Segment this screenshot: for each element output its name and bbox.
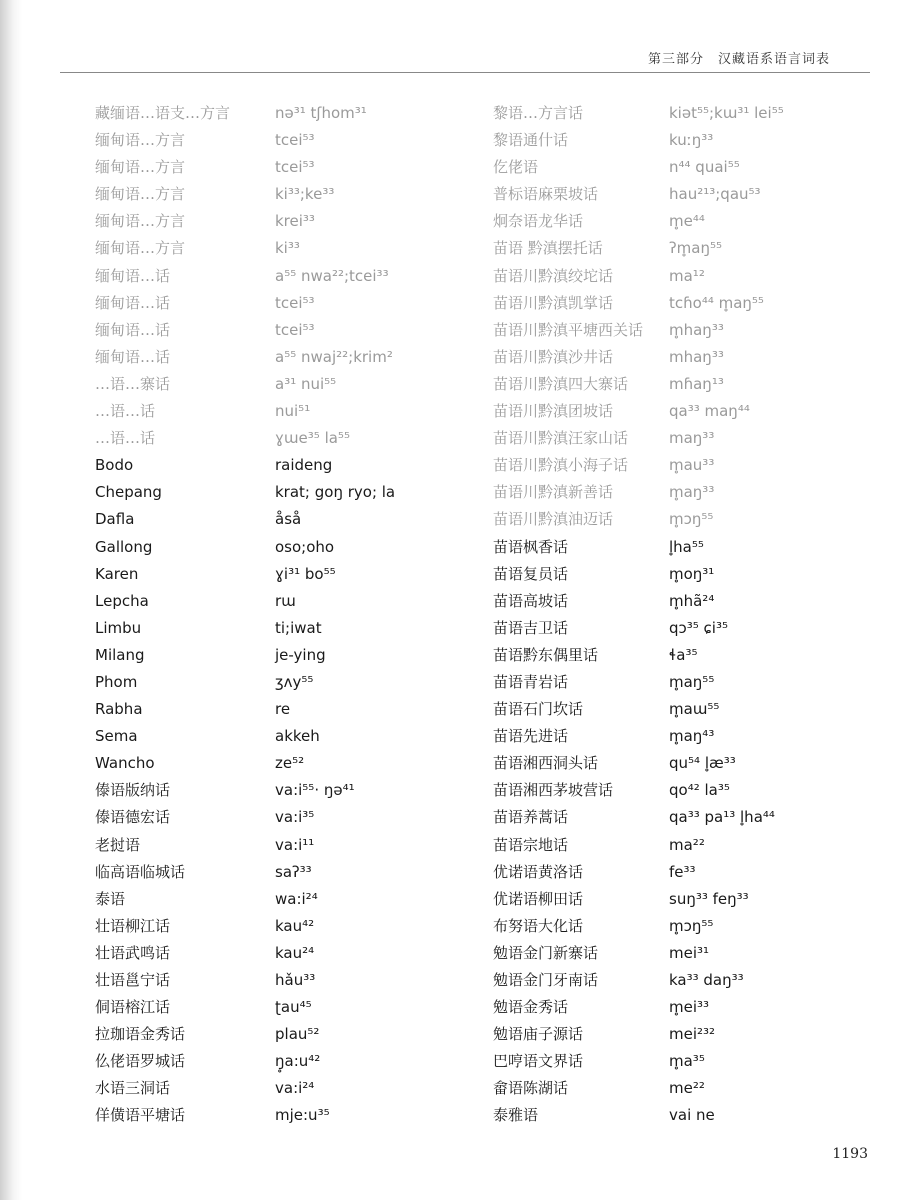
language-name: 苗语川黔滇绞坨话 bbox=[493, 266, 614, 285]
language-name: 傣语版纳话 bbox=[95, 781, 171, 800]
word-form: plau⁵² bbox=[275, 1025, 320, 1044]
word-form: m̥ɔŋ⁵⁵ bbox=[669, 916, 714, 935]
entry-row bbox=[95, 886, 465, 913]
entry-row bbox=[493, 859, 873, 886]
word-form: vai ne bbox=[669, 1106, 715, 1125]
entry-row bbox=[493, 669, 873, 696]
running-header bbox=[60, 44, 870, 73]
word-form: m̥au³³ bbox=[669, 456, 715, 475]
word-form: åså bbox=[275, 510, 302, 529]
word-form: tcɦo⁴⁴ m̥aŋ⁵⁵ bbox=[669, 293, 764, 312]
language-name: Rabha bbox=[95, 700, 143, 719]
left-column bbox=[95, 100, 465, 1130]
entry-row bbox=[95, 100, 465, 127]
language-name: 苗语高坡话 bbox=[493, 591, 569, 610]
entry-row bbox=[95, 181, 465, 208]
entry-row bbox=[493, 994, 873, 1021]
entry-row bbox=[95, 669, 465, 696]
word-form: qu⁵⁴ l̥æ³³ bbox=[669, 754, 736, 773]
entry-row bbox=[493, 615, 873, 642]
header-title: 第三部分 汉藏语系语言词表 bbox=[647, 52, 830, 67]
word-form: kiət⁵⁵;kɯ³¹ lei⁵⁵ bbox=[669, 104, 784, 122]
entry-row bbox=[95, 561, 465, 588]
word-form: ze⁵² bbox=[275, 754, 305, 773]
entry-row bbox=[493, 534, 873, 561]
word-form: m̥aŋ⁵⁵ bbox=[669, 672, 715, 691]
language-name: Phom bbox=[95, 672, 138, 691]
word-form: hǎu³³ bbox=[275, 971, 316, 989]
word-form: saʔ³³ bbox=[275, 862, 312, 881]
language-name: 优诺语柳田话 bbox=[493, 889, 584, 908]
entry-row bbox=[493, 561, 873, 588]
language-name: 苗语吉卫话 bbox=[493, 618, 569, 637]
language-name: Gallong bbox=[95, 537, 153, 556]
entry-row bbox=[493, 886, 873, 913]
language-name: 苗语川黔滇凯掌话 bbox=[493, 293, 614, 312]
entry-row bbox=[493, 235, 873, 262]
word-form: a³¹ nui⁵⁵ bbox=[275, 374, 337, 393]
entry-row bbox=[493, 777, 873, 804]
word-form: ti;iwat bbox=[275, 618, 322, 637]
language-name: 苗语养蒿话 bbox=[493, 808, 569, 827]
entry-row bbox=[493, 398, 873, 425]
entry-row bbox=[95, 235, 465, 262]
language-name: 佯僙语平塘话 bbox=[95, 1106, 186, 1125]
word-form: nui⁵¹ bbox=[275, 402, 311, 421]
language-name: 勉语庙子源话 bbox=[493, 1025, 584, 1044]
language-name: …语…寨话 bbox=[95, 374, 171, 393]
entry-row bbox=[493, 452, 873, 479]
language-name: 苗语 黔滇摆托话 bbox=[493, 239, 603, 258]
word-form: qɔ³⁵ ɕi³⁵ bbox=[669, 618, 728, 637]
language-name: 布努语大化话 bbox=[493, 916, 584, 935]
entry-row bbox=[95, 967, 465, 994]
entry-row bbox=[493, 750, 873, 777]
language-name: 壮语柳江话 bbox=[95, 916, 171, 935]
word-form: ki³³ bbox=[275, 239, 300, 258]
word-form: ŋ̥a:u⁴² bbox=[275, 1052, 321, 1071]
language-name: 苗语先进话 bbox=[493, 727, 569, 746]
language-name: 缅甸语…方言 bbox=[95, 185, 186, 204]
language-name: 黎语…方言话 bbox=[493, 104, 584, 122]
language-name: 老挝语 bbox=[95, 835, 141, 854]
word-form: qa³³ pa¹³ l̥ha⁴⁴ bbox=[669, 808, 775, 827]
entry-row bbox=[493, 1075, 873, 1102]
entry-row bbox=[95, 208, 465, 235]
word-form: m̥oŋ³¹ bbox=[669, 564, 715, 583]
word-form: kau²⁴ bbox=[275, 943, 315, 962]
entry-row bbox=[493, 832, 873, 859]
language-name: 苗语川黔滇小海子话 bbox=[493, 456, 629, 475]
word-form: m̥haŋ³³ bbox=[669, 320, 724, 339]
entry-row bbox=[493, 940, 873, 967]
language-name: 苗语川黔滇汪家山话 bbox=[493, 429, 629, 448]
entry-row bbox=[95, 723, 465, 750]
language-name: 缅甸语…话 bbox=[95, 320, 171, 339]
entry-row bbox=[95, 425, 465, 452]
entry-row bbox=[493, 208, 873, 235]
word-form: maŋ³³ bbox=[669, 429, 715, 448]
word-form: m̥ei³³ bbox=[669, 998, 710, 1017]
entry-row bbox=[95, 290, 465, 317]
language-name: 壮语武鸣话 bbox=[95, 943, 171, 962]
entry-row bbox=[95, 642, 465, 669]
language-name: 苗语石门坎话 bbox=[493, 700, 584, 719]
page-number: 1193 bbox=[832, 1146, 868, 1162]
word-form: m̥aɯ⁵⁵ bbox=[669, 700, 720, 719]
entry-row bbox=[95, 777, 465, 804]
word-form: va:i⁵⁵· ŋə⁴¹ bbox=[275, 781, 355, 800]
entry-row bbox=[493, 696, 873, 723]
entry-row bbox=[95, 859, 465, 886]
entry-row bbox=[493, 127, 873, 154]
word-form: fe³³ bbox=[669, 862, 696, 881]
entry-row bbox=[95, 588, 465, 615]
language-name: 普标语麻栗坡话 bbox=[493, 185, 599, 204]
word-form: ʔm̥aŋ⁵⁵ bbox=[669, 239, 722, 258]
word-form: ɬa³⁵ bbox=[669, 645, 698, 664]
word-form: m̥aŋ³³ bbox=[669, 483, 715, 502]
entry-row bbox=[493, 425, 873, 452]
language-name: 泰雅语 bbox=[493, 1106, 539, 1125]
word-form: akkeh bbox=[275, 727, 320, 746]
word-form: tcei⁵³ bbox=[275, 131, 315, 150]
word-form: ʒʌy⁵⁵ bbox=[275, 672, 314, 691]
word-form: ki³³;ke³³ bbox=[275, 185, 335, 204]
language-name: Karen bbox=[95, 564, 139, 583]
word-form: m̥ɔŋ⁵⁵ bbox=[669, 510, 714, 529]
word-form: va:i¹¹ bbox=[275, 835, 315, 854]
entry-row bbox=[95, 750, 465, 777]
word-form: krat; goŋ ryo; la bbox=[275, 483, 396, 502]
entry-row bbox=[95, 994, 465, 1021]
entry-row bbox=[493, 588, 873, 615]
word-form: m̥e⁴⁴ bbox=[669, 212, 705, 231]
entry-row bbox=[95, 398, 465, 425]
entry-row bbox=[493, 290, 873, 317]
entry-row bbox=[493, 913, 873, 940]
word-form: kuːŋ³³ bbox=[669, 131, 714, 150]
language-name: 缅甸语…话 bbox=[95, 293, 171, 312]
word-form: n⁴⁴ quai⁵⁵ bbox=[669, 158, 740, 177]
word-form: kau⁴² bbox=[275, 916, 315, 935]
entry-row bbox=[95, 344, 465, 371]
language-name: 苗语川黔滇平塘西关话 bbox=[493, 320, 644, 339]
language-name: 苗语川黔滇新善话 bbox=[493, 483, 614, 502]
word-form: ma²² bbox=[669, 835, 705, 854]
word-form: ma¹² bbox=[669, 266, 705, 285]
word-form: m̥a³⁵ bbox=[669, 1052, 705, 1071]
word-form: a⁵⁵ nwaj²²;krim² bbox=[275, 347, 393, 366]
language-name: 拉珈语金秀话 bbox=[95, 1025, 186, 1044]
word-form: mei²³² bbox=[669, 1025, 716, 1044]
language-name: 苗语川黔滇四大寨话 bbox=[493, 374, 629, 393]
entry-row bbox=[493, 1048, 873, 1075]
word-form: raideng bbox=[275, 456, 333, 475]
language-name: 勉语金门牙南话 bbox=[493, 971, 599, 989]
word-form: qa³³ maŋ⁴⁴ bbox=[669, 402, 750, 421]
entry-row bbox=[95, 127, 465, 154]
entry-row bbox=[493, 723, 873, 750]
word-form: me²² bbox=[669, 1079, 705, 1098]
language-name: 傣语德宏话 bbox=[95, 808, 171, 827]
entry-row bbox=[95, 940, 465, 967]
entry-row bbox=[95, 154, 465, 181]
entry-row bbox=[95, 1102, 465, 1129]
language-name: 苗语川黔滇团坡话 bbox=[493, 402, 614, 421]
language-name: 缅甸语…方言 bbox=[95, 158, 186, 177]
language-name: 苗语川黔滇沙井话 bbox=[493, 347, 614, 366]
word-form: tcei⁵³ bbox=[275, 320, 315, 339]
entry-row bbox=[493, 371, 873, 398]
language-name: 临高语临城话 bbox=[95, 862, 186, 881]
word-form: wa:i²⁴ bbox=[275, 889, 318, 908]
language-name: 勉语金门新寨话 bbox=[493, 943, 599, 962]
language-name: 苗语川黔滇油迈话 bbox=[493, 510, 614, 529]
word-form: m̥aŋ⁴³ bbox=[669, 727, 715, 746]
entry-row bbox=[95, 1021, 465, 1048]
language-name: Chepang bbox=[95, 483, 162, 502]
word-form: m̥hã²⁴ bbox=[669, 591, 715, 610]
word-form: ɣi³¹ bo⁵⁵ bbox=[275, 564, 336, 583]
entry-row bbox=[95, 696, 465, 723]
language-name: 黎语通什话 bbox=[493, 131, 569, 150]
word-form: oso;oho bbox=[275, 537, 335, 556]
language-name: 勉语金秀话 bbox=[493, 998, 569, 1017]
word-form: nə³¹ tʃhom³¹ bbox=[275, 104, 367, 122]
word-form: krei³³ bbox=[275, 212, 315, 231]
entry-row bbox=[493, 479, 873, 506]
language-name: Sema bbox=[95, 727, 138, 746]
language-name: 苗语宗地话 bbox=[493, 835, 569, 854]
language-name: 仫佬语罗城话 bbox=[95, 1052, 186, 1071]
word-form: hau²¹³;qau⁵³ bbox=[669, 185, 761, 204]
language-name: 仡佬语 bbox=[493, 158, 539, 177]
entry-row bbox=[493, 506, 873, 533]
language-name: …语…话 bbox=[95, 402, 156, 421]
entry-row bbox=[95, 534, 465, 561]
word-form: qo⁴² la³⁵ bbox=[669, 781, 730, 800]
entry-row bbox=[95, 506, 465, 533]
entry-row bbox=[493, 317, 873, 344]
entry-row bbox=[95, 1075, 465, 1102]
page-binding-shadow bbox=[0, 0, 22, 1200]
entry-row bbox=[493, 967, 873, 994]
word-form: je-ying bbox=[275, 645, 326, 664]
entry-row bbox=[95, 615, 465, 642]
word-form: va:i³⁵ bbox=[275, 808, 315, 827]
language-name: 苗语青岩话 bbox=[493, 672, 569, 691]
entry-row bbox=[493, 263, 873, 290]
language-name: Bodo bbox=[95, 456, 134, 475]
entry-row bbox=[95, 1048, 465, 1075]
entry-row bbox=[95, 371, 465, 398]
word-form: a⁵⁵ nwa²²;tcei³³ bbox=[275, 266, 389, 285]
language-name: 巴哼语文界话 bbox=[493, 1052, 584, 1071]
entry-row bbox=[95, 479, 465, 506]
word-form: re bbox=[275, 700, 291, 719]
language-name: 侗语榕江话 bbox=[95, 998, 171, 1017]
language-name: 苗语湘西洞头话 bbox=[493, 754, 599, 773]
word-form: suŋ³³ feŋ³³ bbox=[669, 889, 749, 908]
language-name: 水语三洞话 bbox=[95, 1079, 171, 1098]
language-name: Limbu bbox=[95, 618, 142, 637]
word-form: l̥ha⁵⁵ bbox=[669, 537, 704, 556]
language-name: 缅甸语…话 bbox=[95, 266, 171, 285]
language-name: 苗语枫香话 bbox=[493, 537, 569, 556]
entry-row bbox=[493, 804, 873, 831]
word-form: ɣɯe³⁵ la⁵⁵ bbox=[275, 429, 350, 448]
language-name: Wancho bbox=[95, 754, 155, 773]
word-form: mei³¹ bbox=[669, 943, 710, 962]
language-name: 优诺语黄洛话 bbox=[493, 862, 584, 881]
entry-row bbox=[493, 642, 873, 669]
language-name: 藏缅语…语支…方言 bbox=[95, 104, 231, 122]
language-name: Milang bbox=[95, 645, 145, 664]
entry-row bbox=[95, 263, 465, 290]
word-form: mhaŋ³³ bbox=[669, 347, 724, 366]
word-form: tcei⁵³ bbox=[275, 158, 315, 177]
entry-row bbox=[95, 317, 465, 344]
entry-row bbox=[95, 452, 465, 479]
language-name: 苗语黔东偶里话 bbox=[493, 645, 599, 664]
language-name: …语…话 bbox=[95, 429, 156, 448]
language-name: 苗语湘西茅坡营话 bbox=[493, 781, 614, 800]
language-name: Lepcha bbox=[95, 591, 149, 610]
entry-row bbox=[493, 100, 873, 127]
word-form: mɦaŋ¹³ bbox=[669, 374, 724, 393]
word-form: ʈau⁴⁵ bbox=[275, 998, 312, 1017]
entry-row bbox=[493, 1102, 873, 1129]
word-form: rɯ bbox=[275, 591, 296, 610]
language-name: 泰语 bbox=[95, 889, 126, 908]
entry-row bbox=[95, 804, 465, 831]
language-name: 畲语陈湖话 bbox=[493, 1079, 569, 1098]
language-name: 苗语复员话 bbox=[493, 564, 569, 583]
language-name: 缅甸语…话 bbox=[95, 347, 171, 366]
word-form: va:i²⁴ bbox=[275, 1079, 315, 1098]
language-name: 壮语邕宁话 bbox=[95, 971, 171, 989]
language-name: 缅甸语…方言 bbox=[95, 239, 186, 258]
right-column bbox=[493, 100, 873, 1130]
language-name: 缅甸语…方言 bbox=[95, 212, 186, 231]
entry-row bbox=[493, 181, 873, 208]
entry-row bbox=[493, 1021, 873, 1048]
word-form: tcei⁵³ bbox=[275, 293, 315, 312]
language-name: Dafla bbox=[95, 510, 135, 529]
language-name: 缅甸语…方言 bbox=[95, 131, 186, 150]
entry-row bbox=[493, 344, 873, 371]
entry-row bbox=[95, 913, 465, 940]
word-form: ka³³ daŋ³³ bbox=[669, 971, 744, 989]
entry-row bbox=[493, 154, 873, 181]
language-name: 炯奈语龙华话 bbox=[493, 212, 584, 231]
word-form: mje:u³⁵ bbox=[275, 1106, 330, 1125]
entry-row bbox=[95, 832, 465, 859]
